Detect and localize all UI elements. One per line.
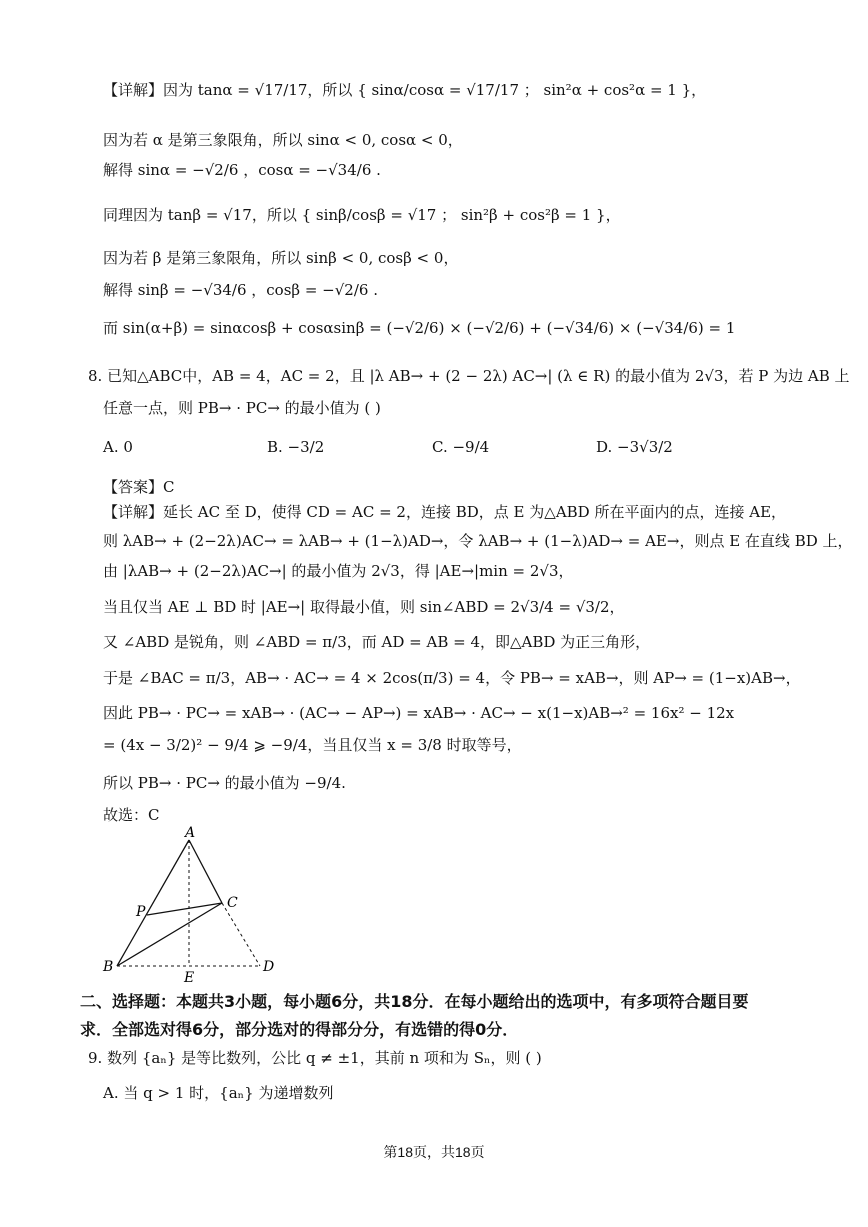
point-label-b: B — [103, 959, 114, 975]
geometry-figure — [100, 825, 290, 985]
point-label-a: A — [185, 825, 196, 841]
option-c: C. −9/4 — [432, 438, 490, 456]
solution-line: 因为若 α 是第三象限角，所以 sinα < 0, cosα < 0， — [103, 131, 463, 149]
question-stem: 9. 数列 {aₙ} 是等比数列，公比 q ≠ ±1，其前 n 项和为 Sₙ，则 ( ) — [88, 1049, 542, 1067]
solution-line: 则 λAB→ + (2−2λ)AC→ = λAB→ + (1−λ)AD→，令 λAB→ + (1−λ)AD→ = AE→，则点 E 在直线 BD 上， — [103, 532, 853, 550]
solution-line: 解得 sinβ = −√34/6 ，cosβ = −√2/6 . — [103, 281, 378, 299]
option-b: B. −3/2 — [267, 438, 325, 456]
solution-line: 而 sin(α+β) = sinαcosβ + cosαsinβ = (−√2/6) × (−√2/6) + (−√34/6) × (−√34/6) = 1 — [103, 319, 736, 337]
solution-line: 又 ∠ABD 是锐角，则 ∠ABD = π/3，而 AD = AB = 4，即△ABD 为正三角形， — [103, 633, 651, 651]
point-label-d: D — [263, 959, 275, 975]
solution-line: = (4x − 3/2)² − 9/4 ⩾ −9/4，当且仅当 x = 3/8 时取等号， — [103, 736, 522, 754]
solution-line: 于是 ∠BAC = π/3，AB→ · AC→ = 4 × 2cos(π/3) = 4，令 PB→ = xAB→，则 AP→ = (1−x)AB→， — [103, 669, 801, 687]
page-footer: 第18页，共18页 — [383, 1144, 485, 1160]
solution-line: 故选：C — [103, 806, 160, 824]
point-label-e: E — [184, 970, 195, 985]
option-a: A. 当 q > 1 时，{aₙ} 为递增数列 — [103, 1084, 334, 1102]
question-stem: 8. 已知△ABC中，AB = 4，AC = 2，且 |λ AB→ + (2 − 2λ) AC→| (λ ∈ R) 的最小值为 2√3，若 P 为边 AB 上 — [88, 367, 850, 385]
answer: 【答案】C — [103, 478, 175, 496]
section-title: 二、选择题：本题共3小题，每小题6分，共18分．在每小题给出的选项中，有多项符合题目要 — [80, 992, 749, 1011]
solution-line: 解得 sinα = −√2/6 ，cosα = −√34/6 . — [103, 161, 381, 179]
point-label-c: C — [227, 895, 238, 911]
solution-line: 因此 PB→ · PC→ = xAB→ · (AC→ − AP→) = xAB→ · AC→ − x(1−x)AB→² = 16x² − 12x — [103, 704, 735, 722]
solution-line: 【详解】因为 tanα = √17/17，所以 { sinα/cosα = √17/17 ； sin²α + cos²α = 1 }， — [103, 81, 707, 99]
option-d: D. −3√3/2 — [596, 438, 673, 456]
solution-line: 由 |λAB→ + (2−2λ)AC→| 的最小值为 2√3，得 |AE→|min = 2√3， — [103, 562, 574, 580]
solution-line: 所以 PB→ · PC→ 的最小值为 −9/4. — [103, 774, 346, 792]
question-stem-cont: 任意一点，则 PB→ · PC→ 的最小值为 ( ) — [103, 399, 381, 417]
solution-line: 当且仅当 AE ⊥ BD 时 |AE→| 取得最小值，则 sin∠ABD = 2√3/4 = √3/2， — [103, 598, 625, 616]
solution-line: 【详解】延长 AC 至 D，使得 CD = AC = 2，连接 BD，点 E 为△ABD 所在平面内的点，连接 AE， — [103, 503, 787, 521]
point-label-p: P — [136, 904, 146, 920]
section-instructions: 求．全部选对得6分，部分选对的得部分分，有选错的得0分． — [80, 1020, 519, 1039]
solution-line: 同理因为 tanβ = √17，所以 { sinβ/cosβ = √17 ； sin²β + cos²β = 1 }， — [103, 206, 621, 224]
option-a: A. 0 — [103, 438, 133, 456]
solution-line: 因为若 β 是第三象限角，所以 sinβ < 0, cosβ < 0， — [103, 249, 459, 267]
